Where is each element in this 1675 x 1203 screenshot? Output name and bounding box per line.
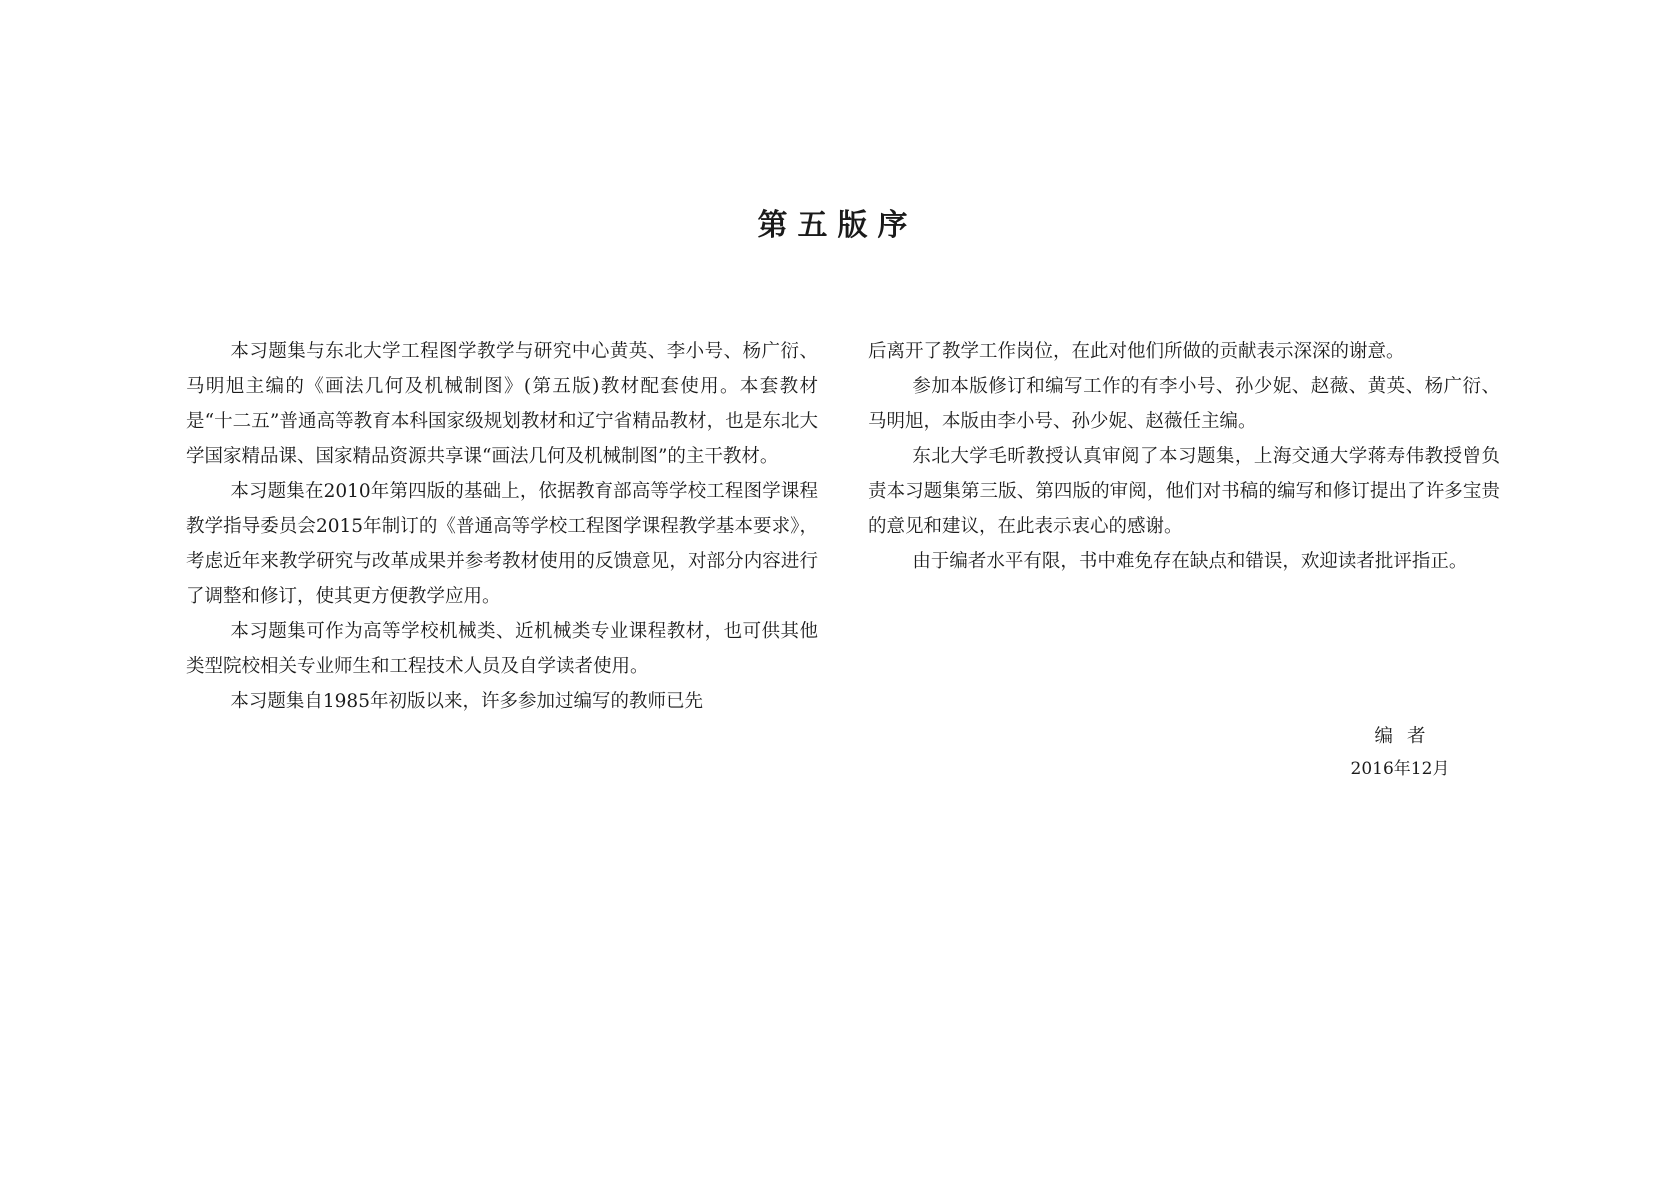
paragraph: 本习题集自1985年初版以来，许多参加过编写的教师已先 (230, 691, 703, 712)
paragraph: 东北大学毛昕教授认真审阅了本习题集，上海交通大学蒋寿伟教授曾负责本习题集第三版、第四版的审阅，他们对书稿的编写和修订提出了许多宝贵的意见和建议，在此表示衷心的感谢。 (868, 446, 1500, 537)
paragraph: 由于编者水平有限，书中难免存在缺点和错误，欢迎读者批评指正。 (912, 551, 1468, 572)
left-column (186, 334, 818, 719)
paragraph: 参加本版修订和编写工作的有李小号、孙少妮、赵薇、黄英、杨广衍、马明旭，本版由李小号、孙少妮、赵薇任主编。 (868, 376, 1500, 432)
page-title: 第五版序 (757, 208, 918, 243)
paragraph: 本习题集可作为高等学校机械类、近机械类专业课程教材，也可供其他类型院校相关专业师生和工程技术人员及自学读者使用。 (186, 621, 818, 677)
paragraph: 本习题集在2010年第四版的基础上，依据教育部高等学校工程图学课程教学指导委员会2015年制订的《普通高等学校工程图学课程教学基本要求》，考虑近年来教学研究与改革成果并参考教材使用的反馈意见，对部分内容进行了调整和修订，使其更方便教学应用。 (186, 481, 818, 607)
signature-author: 编者 (1374, 726, 1440, 747)
paragraph-continued: 后离开了教学工作岗位，在此对他们所做的贡献表示深深的谢意。 (868, 341, 1405, 362)
signature-date: 2016年12月 (1350, 759, 1450, 779)
right-column (868, 334, 1500, 579)
paragraph: 本习题集与东北大学工程图学教学与研究中心黄英、李小号、杨广衍、马明旭主编的《画法几何及机械制图》(第五版)教材配套使用。本套教材是“十二五”普通高等教育本科国家级规划教材和辽宁省精品教材，也是东北大学国家精品课、国家精品资源共享课“画法几何及机械制图”的主干教材。 (186, 341, 818, 467)
